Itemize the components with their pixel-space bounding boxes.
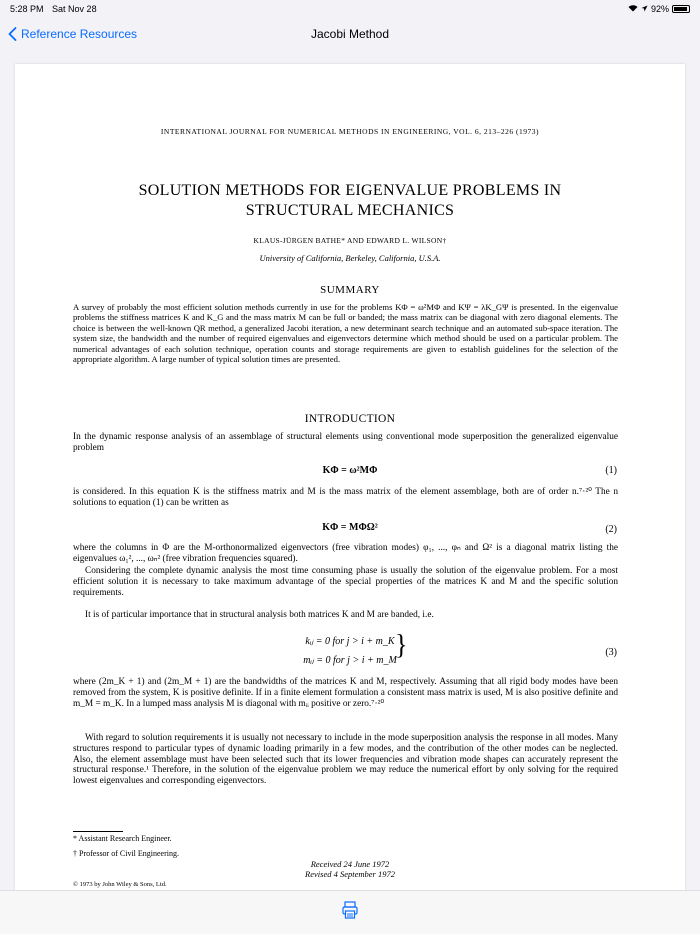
wifi-icon — [628, 4, 638, 14]
authors: KLAUS-JÜRGEN BATHE* AND EDWARD L. WILSON† — [253, 236, 447, 245]
paragraph-5: It is of particular importance that in structural analysis both matrices K and M are banded, i.e. — [85, 610, 434, 620]
footnote-1: * Assistant Research Engineer. — [73, 834, 172, 843]
status-left — [10, 4, 103, 14]
paper-title — [15, 181, 685, 221]
equation-3-line-1: kᵢⱼ = 0 for j > i + m_K — [305, 636, 395, 647]
nav-title: Jacobi Method — [310, 27, 390, 41]
equation-1-number: (1) — [605, 465, 617, 476]
nav-bar — [0, 18, 700, 50]
pdf-page[interactable] — [15, 64, 685, 890]
revised-date: Revised 4 September 1972 — [305, 869, 395, 879]
bottom-toolbar — [0, 890, 700, 934]
journal-header: INTERNATIONAL JOURNAL FOR NUMERICAL METHODS IN ENGINEERING, VOL. 6, 213–226 (1973) — [160, 127, 540, 136]
received-dates — [15, 859, 685, 879]
back-button-label: Reference Resources — [21, 27, 138, 41]
affiliation: University of California, Berkeley, California, U.S.A. — [259, 253, 441, 263]
equation-brace: } — [395, 628, 408, 661]
introduction-heading: INTRODUCTION — [304, 413, 396, 425]
status-bar — [0, 0, 700, 18]
print-icon[interactable] — [342, 901, 358, 924]
summary-heading: SUMMARY — [320, 284, 380, 296]
chevron-left-icon — [8, 27, 17, 41]
paragraph-3: where the columns in Φ are the M-orthonormalized eigenvectors (free vibration modes) φ₁, ..., φₙ and Ω² is a diagonal matrix listing the eigenvalues ω₁², ..., ωₙ² (free vibration frequencies squared). — [73, 543, 618, 564]
equation-3-number: (3) — [605, 647, 617, 658]
footnote-2: † Professor of Civil Engineering. — [73, 849, 179, 858]
title-line-2: STRUCTURAL MECHANICS — [245, 202, 455, 219]
copyright: © 1973 by John Wiley & Sons, Ltd. — [73, 881, 167, 888]
status-right — [628, 4, 690, 14]
paragraph-4: Considering the complete dynamic analysis the most time consuming phase is usually the solution of the eigenvalue problem. For a most efficient solution it is necessary to take maximum advantage of the special properties of the matrices K and M and the specific solution requirements. — [73, 566, 618, 598]
status-date: Sat Nov 28 — [52, 4, 97, 14]
equation-1: KΦ = ω²MΦ — [322, 465, 378, 476]
battery-percent: 92% — [650, 4, 669, 14]
status-time: 5:28 PM — [10, 4, 44, 14]
paragraph-7: With regard to solution requirements it is usually not necessary to include in the mode superposition analysis the response in all modes. Many structures respond to particular types of dynamic loading primarily in a few modes, and the contribution of the other modes can be neglected. Also, the element assemblage must have been selected such that its lower frequencies and vibration mode shapes can accurately represent the structural response.¹ Therefore, in the solution of the eigenvalue problem we may reduce the numerical effort by only solving for the required lowest eigenvalues and corresponding eigenvectors. — [73, 733, 618, 787]
back-button[interactable] — [8, 27, 137, 41]
paragraph-2: is considered. In this equation K is the stiffness matrix and M is the mass matrix of the element assemblage, both are of order n.⁷·²⁰ The n solutions to equation (1) can be written as — [73, 487, 618, 508]
intro-paragraph: In the dynamic response analysis of an assemblage of structural elements using conventional mode superposition the generalized eigenvalue problem — [73, 432, 618, 453]
equation-3-line-2: mᵢⱼ = 0 for j > i + m_M — [303, 655, 397, 666]
location-icon — [641, 4, 648, 14]
equation-2: KΦ = MΦΩ² — [322, 522, 378, 533]
received-date: Received 24 June 1972 — [310, 859, 390, 869]
paragraph-6: where (2m_K + 1) and (2m_M + 1) are the bandwidths of the matrices K and M, respectively. Assuming that all rigid body modes have been removed from the system, K is positive definite. If in a finite element formulation a consistent mass matrix is used, M is also positive definite and m_M = m_K. In a lumped mass analysis M is diagonal with mᵢᵢ positive or zero.⁷·²⁰ — [73, 677, 618, 709]
battery-icon — [672, 5, 690, 13]
summary-text: A survey of probably the most efficient solution methods currently in use for the problems KΦ = ω²MΦ and KΨ = λK_GΨ is presented. In the eigenvalue problems the stiffness matrices K and K_G and the mass matrix M can be full or banded; the mass matrix can be diagonal with zero diagonal elements. The choice is between the well-known QR method, a generalized Jacobi iteration, a new determinant search technique and an automated sub-space iteration. The system size, the bandwidth and the number of required eigenvalues and eigenvectors determine which method should be used on a particular problem. The numerical advantages of each solution technique, operation counts and storage requirements are given to establish guidelines for the selection of the appropriate algorithm. A large number of typical solution times are presented. — [73, 302, 618, 365]
title-line-1: SOLUTION METHODS FOR EIGENVALUE PROBLEMS IN — [138, 182, 562, 199]
equation-2-number: (2) — [605, 524, 617, 535]
footnote-separator — [73, 831, 123, 832]
